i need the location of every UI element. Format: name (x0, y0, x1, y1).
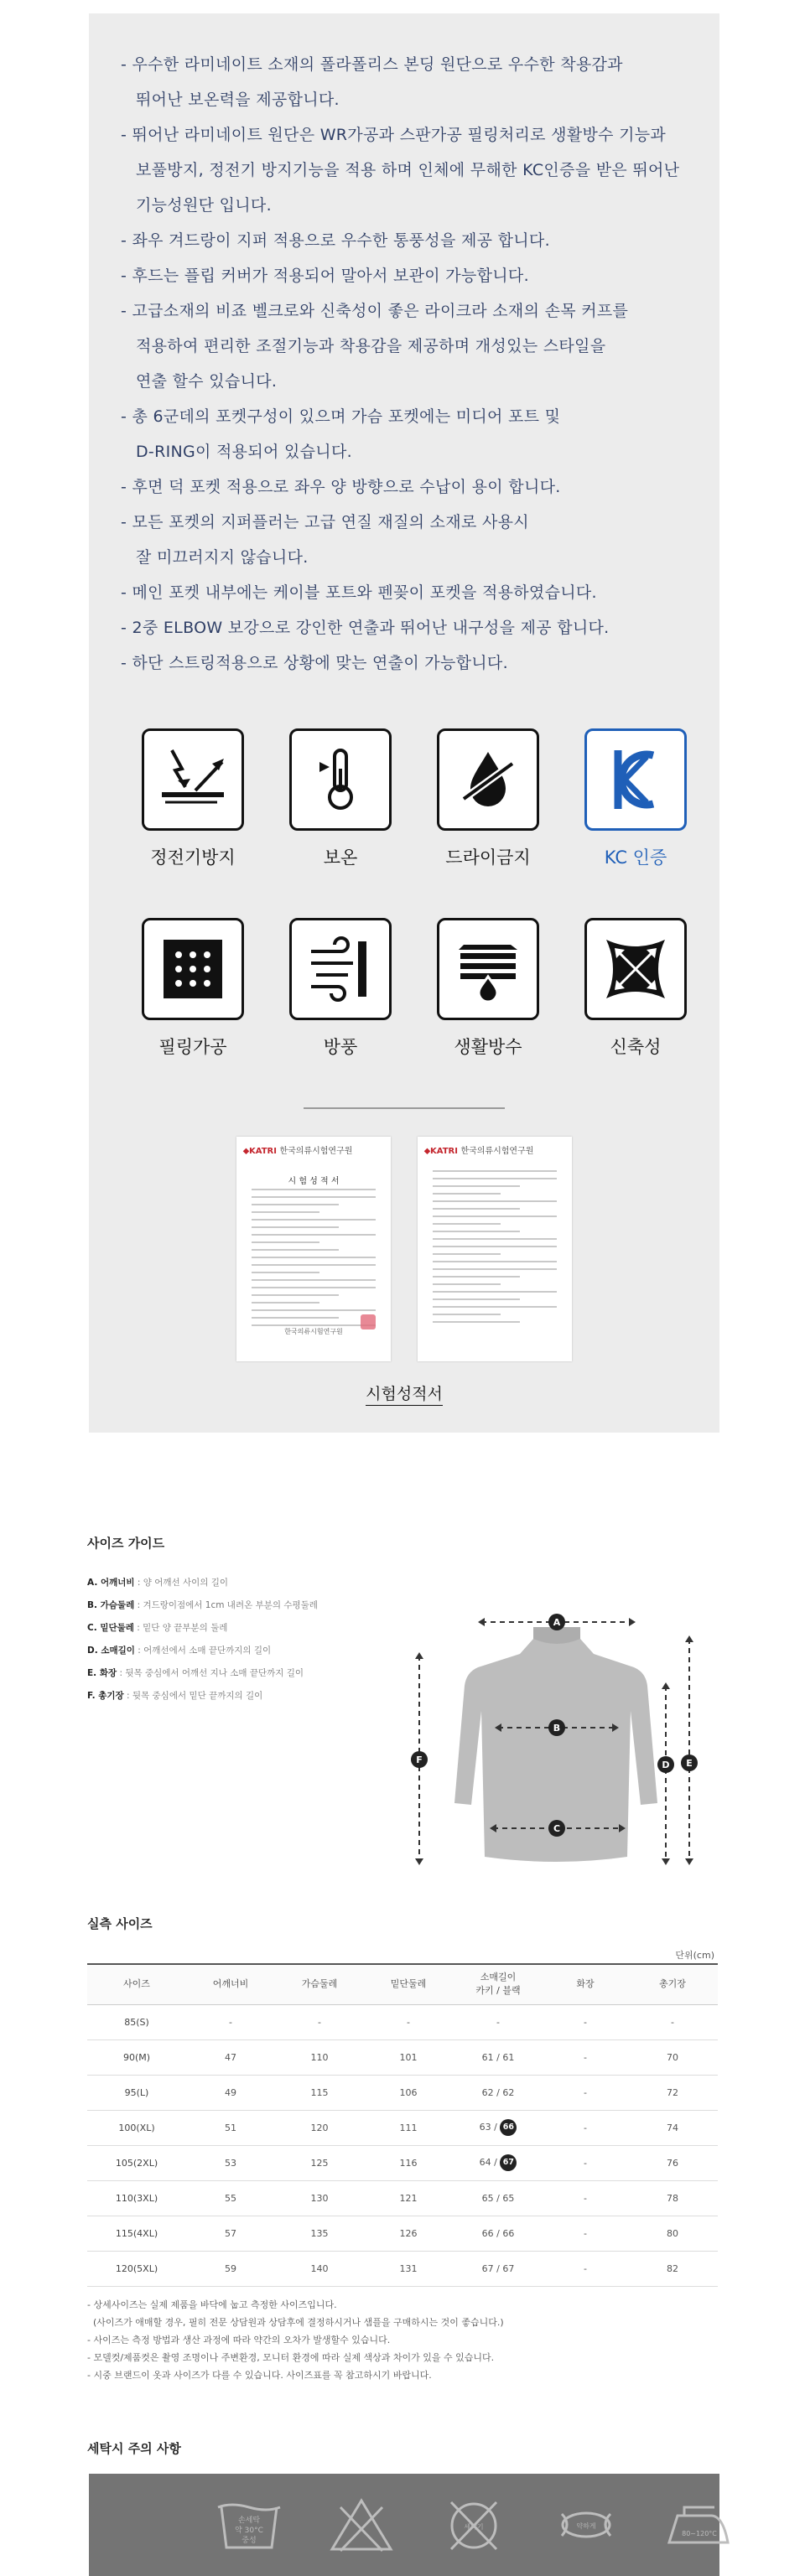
table-row (87, 2180, 718, 2216)
icon-label: 보온 (323, 847, 358, 868)
feature-warmth (273, 728, 408, 869)
feature-item (121, 575, 691, 610)
marker-c: C (553, 1823, 561, 1834)
water-resistant-icon (437, 918, 539, 1020)
cert-title: 시 험 성 적 서 (288, 1177, 340, 1186)
note-line: - 상세사이즈는 실제 제품을 바닥에 눕고 측정한 사이즈입니다. (87, 2299, 337, 2310)
feature-peeling (126, 918, 260, 1059)
iron-icon (664, 2496, 733, 2554)
marker-d: D (662, 1760, 670, 1770)
certificate-image-1[interactable] (236, 1137, 391, 1361)
cell-value: - (584, 2157, 587, 2169)
cell-value: - (584, 2192, 587, 2204)
size-guide-item (87, 1640, 318, 1662)
feature-line: - 뛰어난 라미네이트 원단은 WR가공과 스판가공 필링처리로 생활방수 기능과 (121, 126, 667, 144)
cell-shoulder (186, 2110, 275, 2145)
size-guide-desc: : 뒷목 중심에서 어깨선 지나 소매 끝단까지 길이 (117, 1668, 304, 1678)
feature-anti-static (126, 728, 260, 869)
svg-text:80~120°C: 80~120°C (682, 2530, 717, 2537)
cell-value: - (584, 2086, 587, 2098)
size-guide-desc: : 양 어깨선 사이의 길이 (134, 1578, 229, 1588)
certificate-image-2[interactable] (418, 1137, 572, 1361)
size-guide-key: D. 소매길이 (87, 1646, 135, 1656)
size-guide-key: C. 밑단둘레 (87, 1623, 134, 1633)
cell-value: 121 (399, 2192, 418, 2204)
size-notes (87, 2296, 504, 2384)
table-row (87, 2040, 718, 2075)
cell-hem (364, 2216, 453, 2251)
size-guide-item (87, 1685, 318, 1708)
icon-label: 신축성 (610, 1037, 662, 1057)
icon-label: 정전기방지 (150, 847, 236, 868)
cell-length (627, 2145, 718, 2180)
cell-shoulder (186, 2075, 275, 2110)
cell-value: 110(3XL) (115, 2192, 158, 2204)
cell-value: 63 / (479, 2122, 497, 2133)
cell-chest (275, 2145, 364, 2180)
cell-sleeve (453, 2040, 543, 2075)
cell-chest (275, 2180, 364, 2216)
feature-line: 보풀방지, 정전기 방지기능을 적용 하며 인체에 무해한 KC인증을 받은 뛰어난 (136, 161, 680, 179)
svg-text:손세탁: 손세탁 (237, 2516, 261, 2525)
divider (304, 1107, 505, 1109)
table-row (87, 2145, 718, 2180)
cell-value: 78 (667, 2192, 678, 2204)
cell-value: 62 / 62 (481, 2086, 515, 2098)
cell-hwajang (543, 2251, 627, 2286)
table-row (87, 2110, 718, 2145)
cell-value: 130 (310, 2192, 329, 2204)
feature-item (121, 645, 691, 681)
size-table-header (87, 1964, 718, 2004)
cell-value: 85(S) (124, 2016, 149, 2028)
feature-line: - 좌우 겨드랑이 지퍼 적용으로 우수한 통풍성을 제공 합니다. (121, 231, 550, 250)
cell-value: 100(XL) (118, 2122, 155, 2133)
cell-hem (364, 2004, 453, 2040)
cell-value: 82 (667, 2262, 678, 2274)
feature-line: - 하단 스트링적용으로 상황에 맞는 연출이 가능합니다. (121, 654, 508, 672)
cell-value: 101 (399, 2051, 418, 2063)
jacket-size-diagram (391, 1605, 718, 1882)
cell-sleeve (453, 2180, 543, 2216)
peeling-icon (142, 918, 244, 1020)
cell-chest (275, 2075, 364, 2110)
size-guide-list (87, 1572, 318, 1708)
svg-text:약하게: 약하게 (576, 2522, 596, 2530)
feature-panel (89, 13, 719, 1433)
cell-value: 70 (667, 2051, 678, 2063)
cell-value: 126 (399, 2227, 418, 2239)
size-guide-item (87, 1572, 318, 1594)
feature-no-dry (421, 728, 555, 869)
col-size: 사이즈 (87, 1964, 186, 2004)
cell-value: - (496, 2016, 500, 2028)
size-guide-item (87, 1617, 318, 1640)
cell-size (87, 2040, 186, 2075)
feature-line: D-RING이 적용되어 있습니다. (136, 443, 352, 461)
cell-value: 135 (310, 2227, 329, 2239)
svg-text:중성: 중성 (242, 2537, 257, 2545)
note-line: - 사이즈는 측정 방법과 생산 과정에 따라 약간의 오차가 발생할수 있습니다. (87, 2335, 391, 2345)
cell-length (627, 2075, 718, 2110)
cert-brand: ⬥KATRI 한국의류시험연구원 (243, 1147, 353, 1156)
cell-value: 74 (667, 2122, 678, 2133)
marker-b: B (553, 1723, 561, 1734)
cell-size (87, 2180, 186, 2216)
col-chest: 가슴둘레 (275, 1964, 364, 2004)
feature-windproof (273, 918, 408, 1059)
cell-hem (364, 2145, 453, 2180)
care-icon-band (89, 2474, 719, 2576)
size-guide-key: F. 총기장 (87, 1691, 124, 1701)
cell-value: 72 (667, 2086, 678, 2098)
feature-line: 뛰어난 보온력을 제공합니다. (136, 91, 340, 109)
note-line: (사이즈가 애매할 경우, 필히 전문 상담원과 상담후에 결정하시거나 샘플을 구매하시는 것이 좋습니다.) (87, 2317, 504, 2328)
cell-value: - (671, 2016, 674, 2028)
feature-line: - 고급소재의 비죠 벨크로와 신축성이 좋은 라이크라 소재의 손목 커프를 (121, 302, 629, 320)
icon-label: KC 인증 (604, 847, 667, 868)
size-guide-item (87, 1662, 318, 1685)
anti-static-icon (142, 728, 244, 831)
cell-value: 67 / 67 (481, 2262, 515, 2274)
cell-length (627, 2216, 718, 2251)
cell-size (87, 2004, 186, 2040)
size-guide-desc: : 뒷목 중심에서 밑단 끝까지의 길이 (123, 1691, 263, 1701)
cell-sleeve (453, 2004, 543, 2040)
highlight-badge: 67 (500, 2154, 517, 2171)
size-guide-item (87, 1594, 318, 1617)
feature-line: - 2중 ELBOW 보강으로 강인한 연출과 뛰어난 내구성을 제공 합니다. (121, 619, 610, 637)
svg-text:세탁기: 세탁기 (464, 2523, 484, 2531)
cell-value: - (229, 2016, 232, 2028)
icon-label: 필링가공 (158, 1037, 227, 1057)
cell-sleeve (453, 2110, 543, 2145)
feature-list (121, 47, 691, 681)
cell-value: 53 (225, 2157, 236, 2169)
cell-chest (275, 2251, 364, 2286)
feature-line: - 후면 덕 포켓 적용으로 좌우 양 방향으로 수납이 용이 합니다. (121, 478, 561, 496)
col-length: 총기장 (627, 1964, 718, 2004)
cell-hem (364, 2110, 453, 2145)
cell-value: 95(L) (124, 2086, 149, 2098)
kc-certification-icon (584, 728, 687, 831)
cell-value: 125 (310, 2157, 329, 2169)
table-row (87, 2004, 718, 2040)
cell-chest (275, 2216, 364, 2251)
feature-kc (569, 728, 703, 869)
cell-chest (275, 2004, 364, 2040)
cell-value: 105(2XL) (115, 2157, 158, 2169)
feature-item (121, 610, 691, 645)
cell-hwajang (543, 2145, 627, 2180)
icon-label: 드라이금지 (445, 847, 531, 868)
cell-value: 120(5XL) (115, 2262, 158, 2274)
col-sleeve: 소매길이 카키 / 블랙 (453, 1964, 543, 2004)
cell-size (87, 2251, 186, 2286)
cell-shoulder (186, 2040, 275, 2075)
feature-water-resistant (421, 918, 555, 1059)
cell-value: 90(M) (122, 2051, 151, 2063)
unit-label: 단위(cm) (675, 1950, 714, 1961)
cell-value: 106 (399, 2086, 418, 2098)
size-guide-desc: : 밑단 양 끝부분의 둘레 (133, 1623, 228, 1633)
cell-hwajang (543, 2216, 627, 2251)
measure-title: 실측 사이즈 (87, 1916, 153, 1931)
cell-shoulder (186, 2180, 275, 2216)
size-guide-key: E. 화장 (87, 1668, 117, 1678)
cell-shoulder (186, 2251, 275, 2286)
cell-hwajang (543, 2040, 627, 2075)
icon-label: 방풍 (323, 1037, 358, 1057)
feature-stretch (569, 918, 703, 1059)
feature-item (121, 117, 691, 223)
cell-shoulder (186, 2145, 275, 2180)
feature-line: - 메인 포켓 내부에는 케이블 포트와 펜꽂이 포켓을 적용하였습니다. (121, 583, 597, 602)
feature-item (121, 469, 691, 505)
cell-hwajang (543, 2180, 627, 2216)
no-dry-icon (437, 728, 539, 831)
table-row (87, 2216, 718, 2251)
certificate-caption: 시험성적서 (89, 1381, 719, 1404)
cell-sleeve (453, 2216, 543, 2251)
cell-hem (364, 2075, 453, 2110)
cell-value: - (407, 2016, 410, 2028)
feature-item (121, 505, 691, 575)
cell-length (627, 2180, 718, 2216)
cert-issuer: 한국의류시험연구원 (284, 1328, 343, 1335)
cell-length (627, 2110, 718, 2145)
cell-value: 120 (310, 2122, 329, 2133)
cert-body-lines (252, 1189, 376, 1332)
feature-line: 잘 미끄러지지 않습니다. (136, 548, 309, 567)
cell-value: 115(4XL) (115, 2227, 158, 2239)
no-bleach-icon (327, 2496, 396, 2554)
cell-value: 59 (225, 2262, 236, 2274)
cell-value: 111 (399, 2122, 418, 2133)
cell-value: - (318, 2016, 321, 2028)
marker-f: F (416, 1754, 423, 1765)
highlight-badge: 66 (500, 2119, 517, 2136)
hand-wash-icon (215, 2496, 283, 2554)
cell-value: 51 (225, 2122, 236, 2133)
feature-item (121, 293, 691, 399)
cell-size (87, 2110, 186, 2145)
cell-value: 66 / 66 (481, 2227, 515, 2239)
cell-value: - (584, 2016, 587, 2028)
cell-value: - (584, 2262, 587, 2274)
feature-line: - 우수한 라미네이트 소재의 폴라폴리스 본딩 원단으로 우수한 착용감과 (121, 55, 623, 74)
stretch-icon (584, 918, 687, 1020)
cell-hwajang (543, 2075, 627, 2110)
size-guide-key: B. 가슴둘레 (87, 1600, 135, 1610)
cell-value: 110 (310, 2051, 329, 2063)
cell-value: 55 (225, 2192, 236, 2204)
cell-value: 61 / 61 (481, 2051, 515, 2063)
cell-hem (364, 2251, 453, 2286)
size-table (87, 1963, 718, 2287)
cell-size (87, 2075, 186, 2110)
col-shoulder: 어깨너비 (186, 1964, 275, 2004)
cell-length (627, 2251, 718, 2286)
cell-value: 49 (225, 2086, 236, 2098)
cell-value: 140 (310, 2262, 329, 2274)
feature-item (121, 399, 691, 469)
cell-value: - (584, 2051, 587, 2063)
note-line: - 모델컷/제품컷은 촬영 조명이나 주변환경, 모니터 환경에 따라 실제 색상과 차이가 있을 수 있습니다. (87, 2352, 495, 2363)
col-hwajang: 화장 (543, 1964, 627, 2004)
feature-item (121, 223, 691, 258)
cell-shoulder (186, 2004, 275, 2040)
icon-label: 생활방수 (454, 1037, 522, 1057)
cell-size (87, 2216, 186, 2251)
size-guide-key: A. 어깨너비 (87, 1578, 135, 1588)
cell-sleeve (453, 2251, 543, 2286)
cell-value: 57 (225, 2227, 236, 2239)
svg-text:약 30°C: 약 30°C (235, 2527, 263, 2535)
feature-line: 기능성원단 입니다. (136, 196, 272, 215)
cell-value: - (584, 2227, 587, 2239)
windproof-icon (289, 918, 392, 1020)
cell-value: 116 (399, 2157, 418, 2169)
size-guide-desc: : 어깨선에서 소매 끝단까지의 길이 (134, 1646, 272, 1656)
no-wring-icon (552, 2496, 621, 2554)
cell-value: 115 (310, 2086, 329, 2098)
cell-value: - (584, 2122, 587, 2133)
cell-sleeve (453, 2075, 543, 2110)
cell-chest (275, 2110, 364, 2145)
cell-length (627, 2040, 718, 2075)
cell-sleeve (453, 2145, 543, 2180)
marker-a: A (553, 1617, 561, 1628)
feature-line: 적용하여 편리한 조절기능과 착용감을 제공하며 개성있는 스타일을 (136, 337, 606, 355)
table-row (87, 2251, 718, 2286)
feature-line: - 후드는 플립 커버가 적용되어 말아서 보관이 가능합니다. (121, 267, 529, 285)
thermometer-icon (289, 728, 392, 831)
cert-brand: ⬥KATRI 한국의류시험연구원 (424, 1147, 534, 1156)
feature-line: 연출 할수 있습니다. (136, 372, 278, 391)
marker-e: E (686, 1758, 693, 1769)
cell-chest (275, 2040, 364, 2075)
care-title: 세탁시 주의 사항 (87, 2441, 181, 2456)
col-hem: 밑단둘레 (364, 1964, 453, 2004)
cell-hem (364, 2180, 453, 2216)
cell-value: 80 (667, 2227, 678, 2239)
cell-length (627, 2004, 718, 2040)
feature-item (121, 47, 691, 117)
cell-hwajang (543, 2110, 627, 2145)
cell-hem (364, 2040, 453, 2075)
note-line: - 시중 브랜드이 옷과 사이즈가 다를 수 있습니다. 사이즈표를 꼭 참고하시기 바랍니다. (87, 2370, 432, 2381)
no-tumble-dry-icon (439, 2496, 508, 2554)
cell-value: 47 (225, 2051, 236, 2063)
cell-value: 65 / 65 (481, 2192, 515, 2204)
feature-item (121, 258, 691, 293)
cell-value: 64 / (479, 2157, 497, 2168)
cell-size (87, 2145, 186, 2180)
size-guide-title: 사이즈 가이드 (87, 1536, 165, 1551)
cell-shoulder (186, 2216, 275, 2251)
feature-line: - 총 6군데의 포켓구성이 있으며 가슴 포켓에는 미디어 포트 및 (121, 407, 561, 426)
cell-value: 131 (399, 2262, 418, 2274)
cell-value: 76 (667, 2157, 678, 2169)
feature-line: - 모든 포켓의 지퍼플러는 고급 연질 재질의 소재로 사용시 (121, 513, 529, 531)
table-row (87, 2075, 718, 2110)
size-guide-desc: : 겨드랑이점에서 1cm 내려온 부분의 수평둘레 (134, 1600, 318, 1610)
cert-body-lines (433, 1170, 557, 1329)
cell-hwajang (543, 2004, 627, 2040)
